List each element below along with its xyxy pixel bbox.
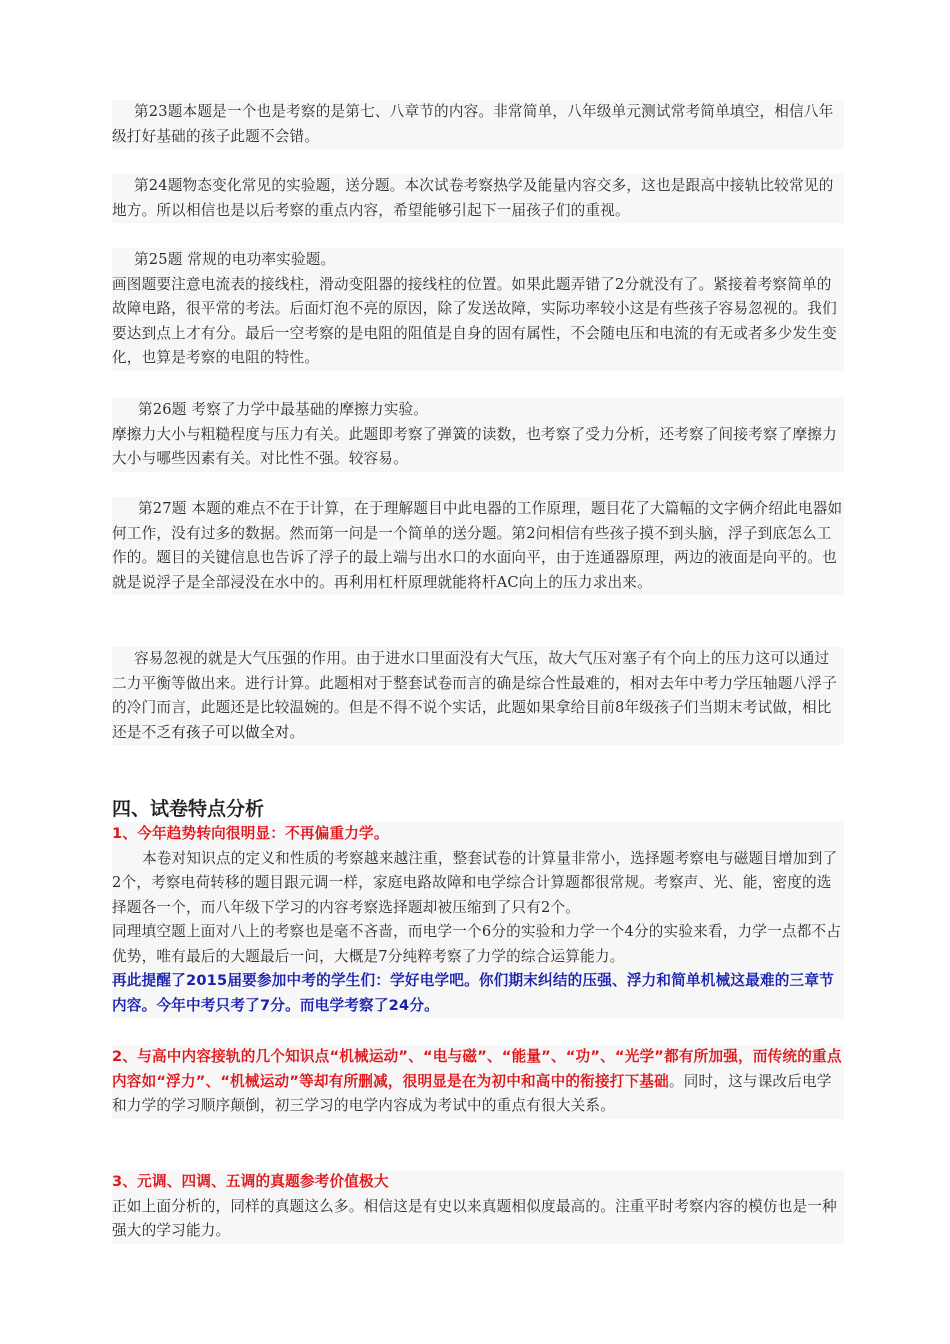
section-2-normal-text: 。同时，这与课改后电学和力学的学习顺序颠倒，初三学习的电学内容成为考试中的重点有很大关系。 [112, 1072, 832, 1114]
paragraph-q27 [112, 497, 844, 595]
extra-note-main: 容易忽视的就是大气压强的作用。由于进水口里面没有大气压，故大气压对塞子有个向上的压力这可以通过二力平衡等做出来。进行计算。此题相对于整套试卷而言的确是综合性最难的，相对去年中考力学压轴题八浮子的冷门而言，此题还是比较温婉的。但是不得不说个实话，此题如果拿给目前8年级孩子们当期末考试做，相比还是不乏 [112, 650, 837, 741]
extra-note-tail: 有孩子可以做全对。 [171, 723, 305, 741]
section-3-title: 3、元调、四调、五调的真题参考价值极大 [112, 1173, 389, 1190]
section-1 [112, 822, 844, 1018]
q27-text: 第27题 本题的难点不在于计算，在于理解题目中此电器的工作原理，题目花了大篇幅的文字俩介绍此电器如何工作，没有过多的数据。然而第一问是一个简单的送分题。第2问相信有些孩子摸不到头脑，浮子到底怎么工作的。题目的关键信息也告诉了浮子的最上端与出水口的水面向平，由于连通器原理，两边的液面是向平的。也就是说浮子是全部浸没在水中的。再利用杠杆原理就能将杆AC向上的压力求出来。 [112, 500, 843, 591]
section-2-red-text: 2、与高中内容接轨的几个知识点“机械运动”、“电与磁”、“能量”、“功”、“光学”都有所加强，而传统的重点内容如“浮力”、“机械运动”等却有所删减，很明显是在为初中和高中的衔接打下基础 [112, 1048, 842, 1090]
q26-title: 第26题 考察了力学中最基础的摩擦力实验。 [138, 401, 429, 418]
paragraph-q24 [112, 174, 844, 223]
section-2 [112, 1045, 844, 1119]
section-4-heading: 四、试卷特点分析 [112, 798, 265, 820]
q26-body: 摩擦力大小与粗糙程度与压力有关。此题即考察了弹簧的读数，也考察了受力分析，还考察了间接考察了摩擦力大小与哪些因素有关。对比性不强。较容易。 [112, 425, 837, 467]
paragraph-q25 [112, 248, 844, 371]
section-1-highlight: 再此提醒了2015届要参加中考的学生们：学好电学吧。你们期末纠结的压强、浮力和简单机械这最难的三章节内容。今年中考只考了7分。而电学考察了24分。 [112, 972, 834, 1014]
q23-text: 第23题本题是一个也是考察的是第七、八章节的内容。非常简单，八年级单元测试常考简单填空，相信八年级打好基础的孩子此题不会错。 [112, 103, 834, 145]
section-1-paragraph-2: 同理填空题上面对八上的考察也是毫不吝啬，而电学一个6分的实验和力学一个4分的实验来看，力学一点都不占优势，唯有最后的大题最后一问，大概是7分纯粹考察了力学的综合运算能力。 [112, 923, 842, 965]
section-1-paragraph-1: 本卷对知识点的定义和性质的考察越来越注重，整套试卷的计算量非常小，选择题考察电与磁题目增加到了2个，考察电荷转移的题目跟元调一样，家庭电路故障和电学综合计算题都很常规。考察声、光、能，密度的选择题各一个，而八年级下学习的内容考察选择题却被压缩到了只有2个。 [112, 849, 838, 916]
paragraph-q23 [112, 100, 844, 149]
paragraph-extra-note [112, 647, 844, 745]
paragraph-q26 [112, 398, 844, 472]
section-2-paragraph [112, 1045, 844, 1119]
q24-text: 第24题物态变化常见的实验题，送分题。本次试卷考察热学及能量内容交多，这也是跟高中接轨比较常见的地方。所以相信也是以后考察的重点内容，希望能够引起下一届孩子们的重视。 [112, 177, 834, 219]
q25-body: 画图题要注意电流表的接线柱，滑动变阻器的接线柱的位置。如果此题弄错了2分就没有了。紧接着考察简单的故障电路，很平常的考法。后面灯泡不亮的原因，除了发送故障，实际功率较小这是有些孩子容易忽视的。我们要达到点上才有分。最后一空考察的是电阻的阻值是自身的固有属性，不会随电压和电流的有无或者多少发生变化，也算是考察的电阻的特性。 [112, 275, 837, 366]
section-3 [112, 1170, 844, 1244]
extra-note-text [112, 647, 844, 745]
section-3-body: 正如上面分析的，同样的真题这么多。相信这是有史以来真题相似度最高的。注重平时考察内容的模仿也是一种强大的学习能力。 [112, 1197, 837, 1239]
q25-title: 第25题 常规的电功率实验题。 [134, 251, 336, 268]
section-1-title: 1、今年趋势转向很明显：不再偏重力学。 [112, 825, 389, 842]
